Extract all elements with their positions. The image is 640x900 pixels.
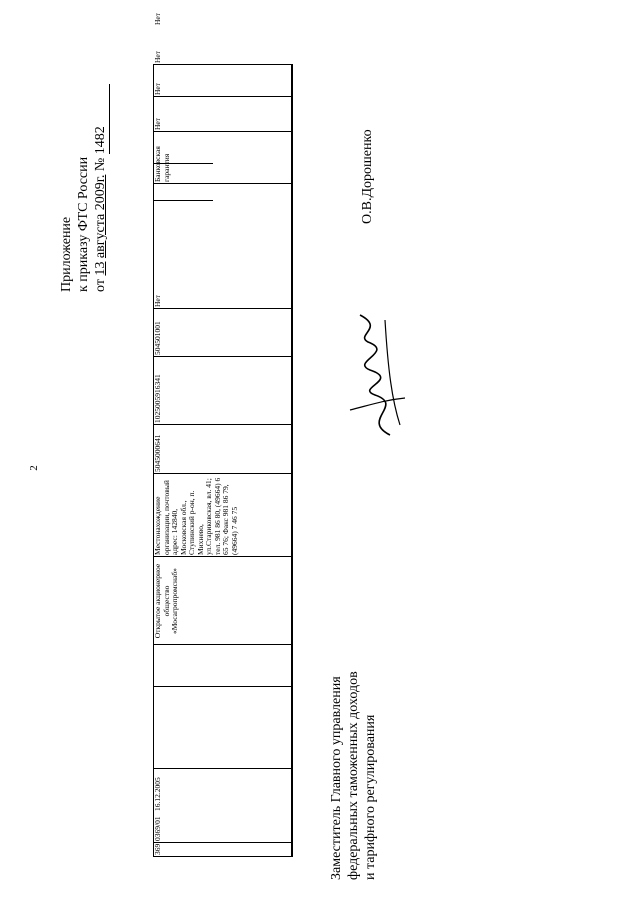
signature-block [328,580,379,880]
signer-position-line1: Заместитель Главного управления [329,676,344,880]
table-line [153,842,293,843]
appendix-title: Приложение [59,216,74,292]
cell-code: 0369/01 [153,816,162,841]
cell-organization: Открытое акционерное общество «Мосагропромснаб» [153,563,179,639]
cell-index: 369 [153,843,162,855]
table-line [153,768,293,769]
cell-flag1: Нет [153,117,162,130]
appendix-day: 13 [93,261,108,276]
cell-inn: 5045000641 [153,434,162,472]
appendix-header [58,32,110,292]
table-line [153,308,293,309]
registry-table [153,12,293,857]
cell-date: 16.12.2005 [153,777,162,811]
cell-col-no: Нет [153,294,162,307]
cell-location: Местонахождение организации, почтовый адрес: 142840, Московская обл., Ступинский р-он, п. Михнево, ул.Стариковская, вл. 41; тел. 981 86 80, (49664) 6 65 76; Факс 981 86 79, (49664) 7 46 75 [153,477,239,555]
table-line [153,96,293,97]
appendix-order-ref: к приказу ФТС России [76,156,91,292]
appendix-number-sign: № [93,157,108,172]
page-number: 2 [28,465,40,471]
appendix-date-prefix: от [93,279,108,292]
cell-flag3: Нет [153,50,162,63]
signer-position-line3: и тарифного регулирования [363,714,378,880]
appendix-date-line [92,32,110,292]
table-line [153,424,293,425]
cell-ogrn: 1025005916341 [153,374,162,423]
handwritten-signature [330,310,420,440]
cell-flag4: Нет [153,12,162,25]
signer-name: О.В.Дорошенко [360,129,375,224]
table-line [153,856,293,857]
signer-position-line2: федеральных таможенных доходов [346,671,361,880]
table-line [153,686,293,687]
table-line [153,356,293,357]
appendix-month-year: августа 2009г. [93,174,108,259]
cell-flag2: Нет [153,82,162,95]
cell-kpp: 504501001 [153,321,162,355]
cell-guarantee: Банковская гарантия [153,146,171,182]
table-line [153,64,293,65]
appendix-number: 1482 [92,84,110,154]
